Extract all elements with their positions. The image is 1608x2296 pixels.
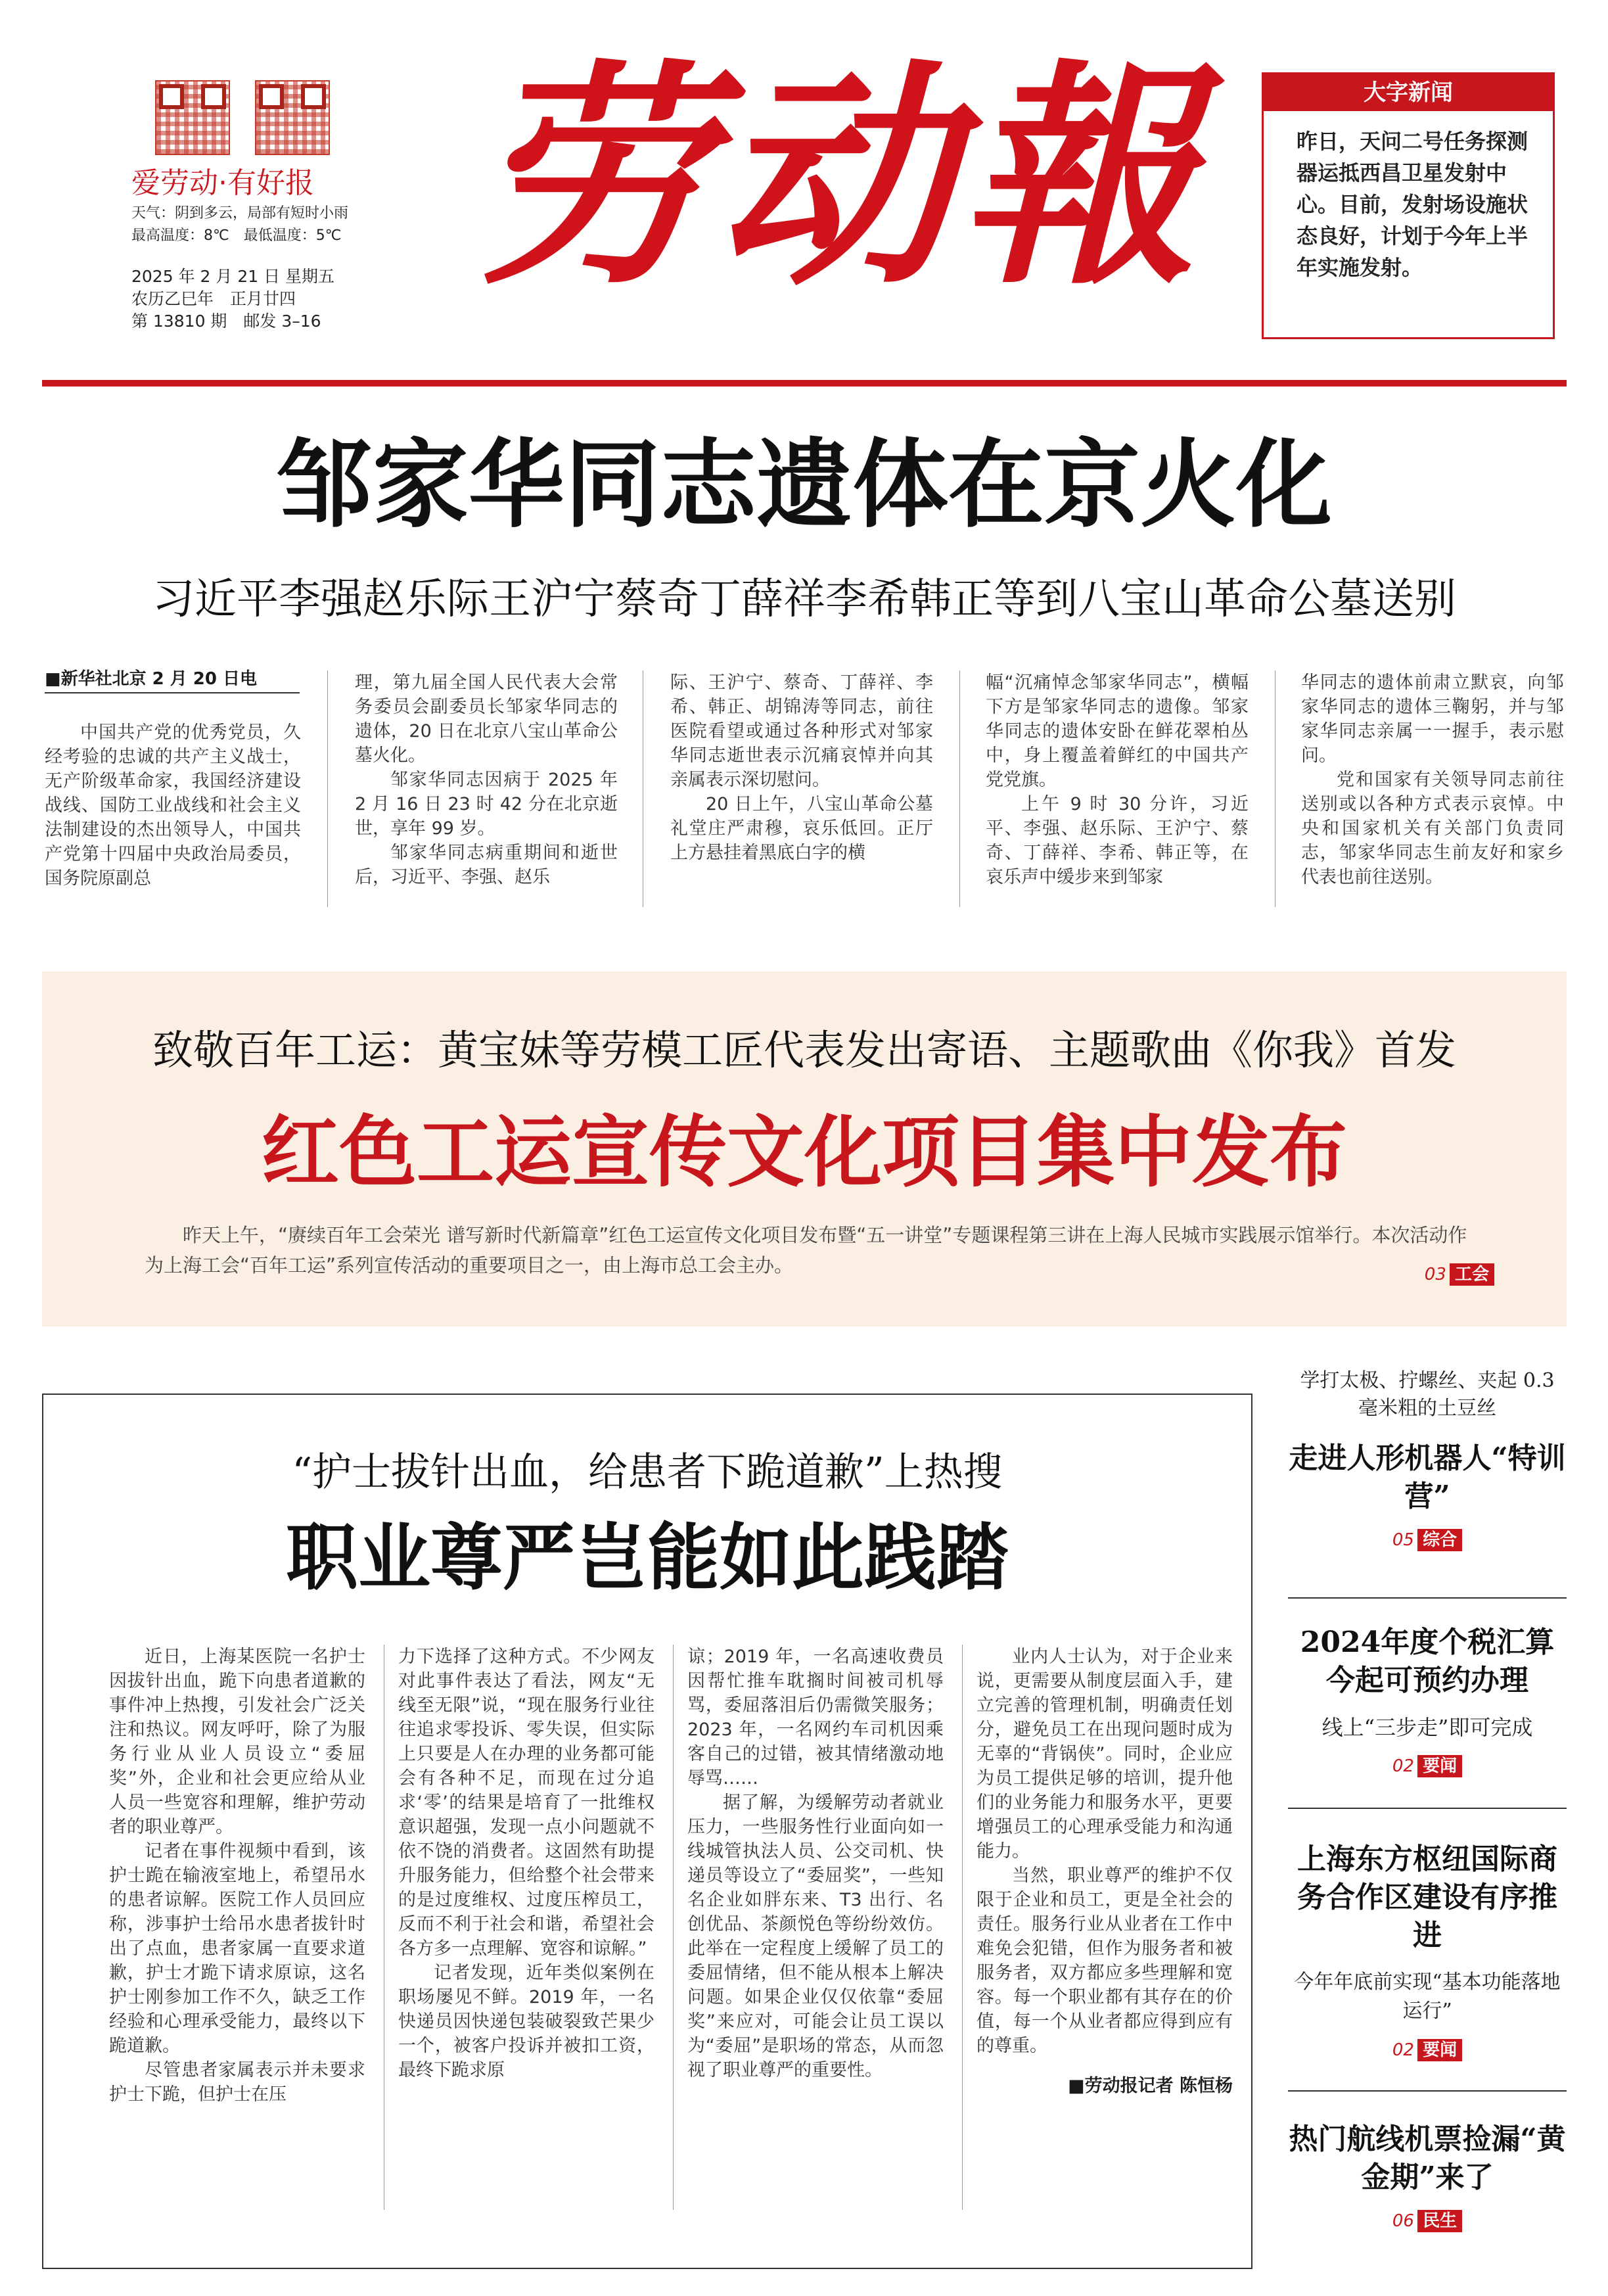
lead-subhead: 习近平李强赵乐际王沪宁蔡奇丁薛祥李希韩正等到八宝山革命公墓送别 xyxy=(152,575,1456,624)
feature-paragraph: 谅；2019 年，一名高速收费员因帮忙推车耽搁时间被司机辱骂，委屈落泪后仍需微笑服务；2023 年，一名网约车司机因乘客自己的过错，被其情绪激动地辱骂…… xyxy=(687,1647,944,1789)
section-tag: 民生 xyxy=(1417,2210,1462,2232)
sidebar-page-ref xyxy=(1288,1526,1567,1551)
masthead-rule xyxy=(42,380,1567,387)
lead-paragraph: 中国共产党的优秀党员，久经考验的忠诚的共产主义战士，无产阶级革命家，我国经济建设战线、国防工业战线和社会主义法制建设的杰出领导人，中国共产党第十四届中央政治局委员，国务院原副总 xyxy=(45,722,301,889)
feature-paragraph: 记者在事件视频中看到，该护士跪在输液室地上，希望吊水的患者谅解。医院工作人员回应称，涉事护士给吊水患者拔针时出了点血，患者家属一直要求道歉，护士才跪下请求原谅，这名护士刚参加工作不久，缺乏工作经验和心理承受能力，最终以下跪道歉。 xyxy=(109,1841,365,2056)
column-divider xyxy=(673,1645,674,2210)
lead-col-1 xyxy=(45,720,301,891)
lead-paragraph: 邹家华同志因病于 2025 年 2 月 16 日 23 时 42 分在北京逝世，享年 99 岁。 xyxy=(355,770,618,839)
lead-headline: 邹家华同志遗体在京火化 xyxy=(277,429,1332,541)
sidebar-subtitle: 今年年底前实现“基本功能落地运行” xyxy=(1294,1971,1561,2023)
lead-paragraph: 理，第九届全国人民代表大会常务委员会副委员长邹家华同志的遗体，20 日在北京八宝山革命公墓火化。 xyxy=(355,672,618,766)
feature-paragraph: 近日，上海某医院一名护士因拔针出血，跪下向患者道歉的事件冲上热搜，引发社会广泛关注和热议。网友呼吁，除了为服务行业从业人员设立“委屈奖”外，企业和社会更应给从业人员一些宽容和理解，维护劳动者的职业尊严。 xyxy=(109,1647,365,1837)
feature-banner[interactable] xyxy=(42,972,1567,1326)
feature-col-2 xyxy=(398,1645,655,2082)
sidebar-divider xyxy=(1288,2090,1567,2092)
masthead-logo: 劳动報 xyxy=(473,38,1203,316)
sidebar-page-ref xyxy=(1288,1752,1567,1777)
issue-line: 第 13810 期 邮发 3–16 xyxy=(131,312,321,331)
section-tag: 工会 xyxy=(1450,1263,1494,1286)
feature-headline: 职业尊严岂能如此践踏 xyxy=(286,1515,1009,1600)
page-number: 02 xyxy=(1392,2040,1414,2060)
feature-paragraph: 力下选择了这种方式。不少网友对此事件表达了看法，网友“无线至无限”说，“现在服务行业往往追求零投诉、零失误，但实际上只要是人在办理的业务都可能会有各种不足，而现在过分追求‘零’的结果是培育了一批维权意识超强，发现一点小问题就不依不饶的消费者。这固然有助提升服务能力，但给整个社会带来的是过度维权、过度压榨员工，反而不利于社会和谐，希望社会各方多一点理解、宽容和谅解。” xyxy=(398,1647,655,1959)
feature-paragraph: 尽管患者家属表示并未要求护士下跪，但护士在压 xyxy=(109,2060,365,2105)
bignews-label: 大字新闻 xyxy=(1264,74,1553,111)
column-divider xyxy=(327,670,328,907)
sidebar-page-ref xyxy=(1288,2207,1567,2232)
sidebar-item-robots[interactable] xyxy=(1288,1367,1567,1551)
sidebar-item-hub[interactable] xyxy=(1288,1840,1567,2061)
sidebar-divider xyxy=(1288,1808,1567,1809)
page-number: 06 xyxy=(1392,2211,1414,2231)
sidebar-divider xyxy=(1288,1597,1567,1599)
banner-summary: 昨天上午，“赓续百年工会荣光 谱写新时代新篇章”红色工运宣传文化项目发布暨“五一讲堂”专题课程第三讲在上海人民城市实践展示馆举行。本次活动作为上海工会“百年工运”系列宣传活动的重要项目之一，由上海市总工会主办。 xyxy=(145,1224,1467,1277)
sidebar-title: 热门航线机票捡漏“黄金期”来了 xyxy=(1289,2122,1566,2194)
feature-paragraph: 据了解，为缓解劳动者就业压力，一些服务性行业面向如一线城管执法人员、公交司机、快递员等设立了“委屈奖”，一些知名企业如胖东来、T3 出行、名创优品、茶颜悦色等纷纷效仿。此举在一定程度上缓解了员工的委屈情绪，但不能从根本上解决问题。如果企业仅仅依靠“委屈奖”来应对，可能会让员工误以为“委屈”是职场的常态，从而忽视了职业尊严的重要性。 xyxy=(687,1792,944,2080)
page-number: 03 xyxy=(1424,1265,1446,1284)
feature-paragraph: 当然，职业尊严的维护不仅限于企业和员工，更是全社会的责任。服务行业从业者在工作中难免会犯错，但作为服务者和被服务者，双方都应多些理解和宽容。每一个职业都有其存在的价值，每一个从业者都应得到应有的尊重。 xyxy=(976,1865,1233,2056)
lead-col-4 xyxy=(986,670,1249,889)
sidebar-kicker: 学打太极、拧螺丝、夹起 0.3 毫米粗的土豆丝 xyxy=(1300,1369,1555,1420)
qr-code-right[interactable] xyxy=(255,80,330,155)
sidebar-item-tax[interactable] xyxy=(1288,1624,1567,1777)
sidebar-title: 走进人形机器人“特训营” xyxy=(1289,1441,1566,1513)
feature-paragraph: 记者发现，近年类似案例在职场屡见不鲜。2019 年，一名快递员因快递包装破裂致芒果少一个，被客户投诉并被扣工资，最终下跪求原 xyxy=(398,1963,655,2080)
feature-col-4 xyxy=(976,1645,1233,2097)
feature-kicker: “护士拔针出血，给患者下跪道歉”上热搜 xyxy=(292,1449,1003,1495)
bignews-box xyxy=(1262,72,1555,339)
banner-page-ref[interactable] xyxy=(1425,1261,1494,1285)
sidebar-page-ref xyxy=(1288,2036,1567,2061)
sidebar-title: 上海东方枢纽国际商务合作区建设有序推进 xyxy=(1297,1842,1557,1952)
feature-article-box xyxy=(42,1394,1252,2269)
column-divider xyxy=(959,670,960,907)
date-line: 2025 年 2 月 21 日 星期五 xyxy=(131,267,335,286)
column-divider xyxy=(962,1645,963,2210)
lunar-line: 农历乙巳年 正月廿四 xyxy=(131,289,296,308)
lead-dateline: ■新华社北京 2 月 20 日电 xyxy=(45,665,300,693)
banner-headline: 红色工运宣传文化项目集中发布 xyxy=(261,1106,1347,1198)
weather-line-2: 最高温度：8℃ 最低温度：5℃ xyxy=(131,227,342,244)
sidebar-item-flights[interactable] xyxy=(1288,2120,1567,2232)
issue-info xyxy=(131,266,421,333)
section-tag: 要闻 xyxy=(1417,2039,1462,2061)
lead-paragraph: 上午 9 时 30 分许，习近平、李强、赵乐际、王沪宁、蔡奇、丁薛祥、李希、韩正等，在哀乐声中缓步来到邹家 xyxy=(986,794,1249,887)
sidebar-subtitle: 线上“三步走”即可完成 xyxy=(1321,1715,1533,1740)
feature-col-3 xyxy=(687,1645,944,2082)
feature-col-1 xyxy=(109,1645,365,2107)
lead-col-5 xyxy=(1301,670,1564,889)
weather-line-1: 天气：阴到多云，局部有短时小雨 xyxy=(131,205,349,222)
lead-paragraph: 华同志的遗体前肃立默哀，向邹家华同志的遗体三鞠躬，并与邹家华同志亲属一一握手，表示慰问。 xyxy=(1301,672,1564,766)
feature-byline: ■劳动报记者 陈恒杨 xyxy=(1068,2076,1233,2096)
feature-paragraph: 业内人士认为，对于企业来说，更需要从制度层面入手，建立完善的管理机制，明确责任划分，避免员工在出现问题时成为无辜的“背锅侠”。同时，企业应为员工提供足够的培训，提升他们的业务能力和服务水平，更要增强员工的心理承受能力和沟通能力。 xyxy=(976,1647,1233,1862)
banner-kicker: 致敬百年工运：黄宝妹等劳模工匠代表发出寄语、主题歌曲《你我》首发 xyxy=(152,1026,1456,1074)
weather-info xyxy=(131,202,407,247)
section-tag: 综合 xyxy=(1417,1529,1462,1551)
qr-code-left[interactable] xyxy=(155,80,230,155)
section-tag: 要闻 xyxy=(1417,1755,1462,1777)
bignews-text: 昨日，天问二号任务探测器运抵西昌卫星发射中心。目前，发射场设施状态良好，计划于今年上半年实施发射。 xyxy=(1297,129,1528,280)
lead-paragraph: 邹家华同志病重期间和逝世后，习近平、李强、赵乐 xyxy=(355,843,618,887)
lead-paragraph: 际、王沪宁、蔡奇、丁薛祥、李希、韩正、胡锦涛等同志，前往医院看望或通过各种形式对邹家华同志逝世表示沉痛哀悼并向其亲属表示深切慰问。 xyxy=(670,672,933,790)
lead-paragraph: 党和国家有关领导同志前往送别或以各种方式表示哀悼。中央和国家机关有关部门负责同志，邹家华同志生前友好和家乡代表也前往送别。 xyxy=(1301,770,1564,887)
lead-col-3 xyxy=(670,670,933,865)
slogan: 爱劳动·有好报 xyxy=(131,166,314,200)
sidebar-title: 2024年度个税汇算今起可预约办理 xyxy=(1300,1626,1555,1697)
lead-col-2 xyxy=(355,670,618,889)
page-number: 05 xyxy=(1392,1530,1414,1550)
page-number: 02 xyxy=(1392,1756,1414,1776)
lead-paragraph: 幅“沉痛悼念邹家华同志”，横幅下方是邹家华同志的遗像。邹家华同志的遗体安卧在鲜花翠柏丛中，身上覆盖着鲜红的中国共产党党旗。 xyxy=(986,672,1249,790)
lead-paragraph: 20 日上午，八宝山革命公墓礼堂庄严肃穆，哀乐低回。正厅上方悬挂着黑底白字的横 xyxy=(670,794,933,863)
